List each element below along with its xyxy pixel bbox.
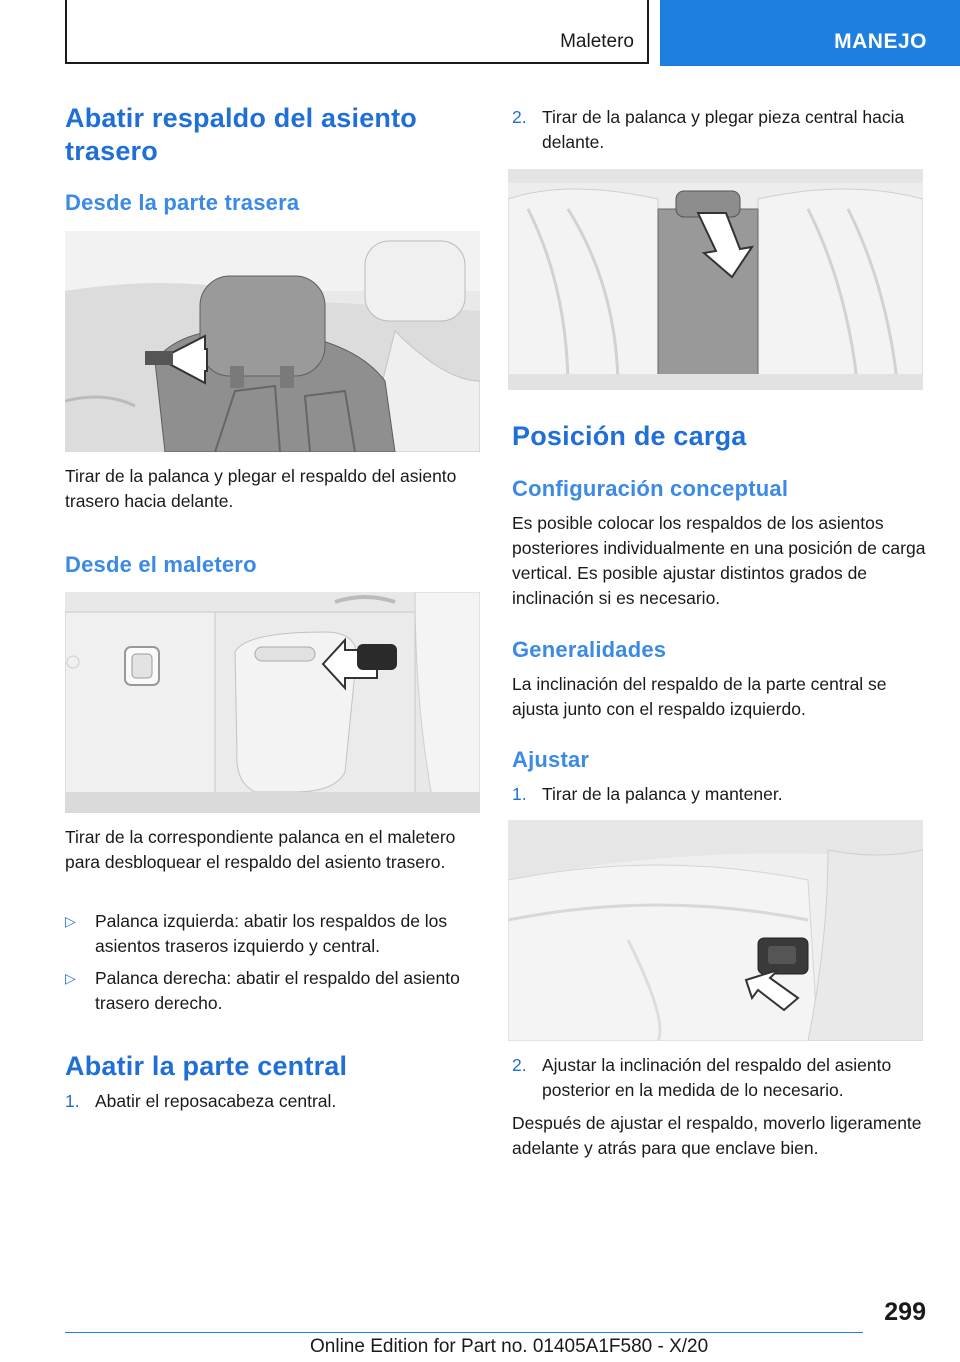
chapter-label: MANEJO (834, 30, 927, 53)
illustration-center-fold (508, 169, 923, 390)
subheading-ajustar: Ajustar (512, 747, 590, 772)
step-number: 2. (512, 1055, 527, 1075)
section-title: Maletero (560, 31, 634, 52)
subheading-configuracion: Configuración conceptual (512, 476, 789, 501)
step-text: Tirar de la palanca y plegar pieza central hacia delante. (542, 107, 905, 152)
subheading-desde-maletero: Desde el maletero (65, 552, 257, 577)
edition-text: Online Edition for Part no. 01405A1F580 - X/20 (310, 1336, 709, 1357)
step-text: Tirar de la palanca y mantener. (542, 784, 783, 804)
illustration-adjust-lever (508, 820, 923, 1041)
paragraph-maletero: Tirar de la correspondiente palanca en el maletero para desbloquear el respaldo del asiento trasero. (65, 827, 456, 872)
step-item (65, 1089, 480, 1114)
paragraph-despues: Después de ajustar el respaldo, moverlo ligeramente adelante y atrás para que enclave bien. (512, 1113, 922, 1158)
subheading-generalidades: Generalidades (512, 637, 667, 662)
bullet-text: Palanca derecha: abatir el respaldo del asiento trasero derecho. (95, 968, 460, 1013)
step-text: Abatir el reposacabeza central. (95, 1091, 337, 1111)
step-number: 2. (512, 107, 527, 127)
page-header (0, 0, 960, 66)
bullet-item (65, 966, 480, 1016)
paragraph-configuracion: Es posible colocar los respaldos de los asientos posteriores individualmente en una posición de carga vertical. Es posible ajustar distintos grados de inclinación si es necesario. (512, 513, 926, 608)
chapter-tab[interactable] (660, 0, 960, 66)
step-item (512, 105, 927, 155)
page-number: 299 (884, 1298, 926, 1326)
step-text: Ajustar la inclinación del respaldo del asiento posterior en la medida de lo necesario. (542, 1055, 892, 1100)
step-number: 1. (65, 1091, 80, 1111)
triangle-bullet-icon: ▷ (65, 913, 76, 929)
illustration-rear-seat-lever (65, 231, 480, 452)
illustration-trunk-lever (65, 592, 480, 813)
step-number: 1. (512, 784, 527, 804)
paragraph-trasera: Tirar de la palanca y plegar el respaldo del asiento trasero hacia delante. (65, 466, 457, 511)
paragraph-generalidades: La inclinación del respaldo de la parte central se ajusta junto con el respaldo izquierdo. (512, 674, 887, 719)
footer-divider (65, 1332, 863, 1333)
bullet-text: Palanca izquierda: abatir los respaldos de los asientos traseros izquierdo y central. (95, 911, 448, 956)
subheading-desde-trasera: Desde la parte trasera (65, 190, 300, 215)
step-item (512, 1053, 927, 1103)
heading-abatir-central: Abatir la parte central (65, 1051, 348, 1081)
step-item (512, 782, 927, 807)
heading-posicion-carga: Posición de carga (512, 421, 747, 451)
triangle-bullet-icon: ▷ (65, 970, 76, 986)
bullet-item (65, 909, 480, 959)
heading-abatir-respaldo: Abatir respaldo del asiento trasero (65, 103, 417, 166)
